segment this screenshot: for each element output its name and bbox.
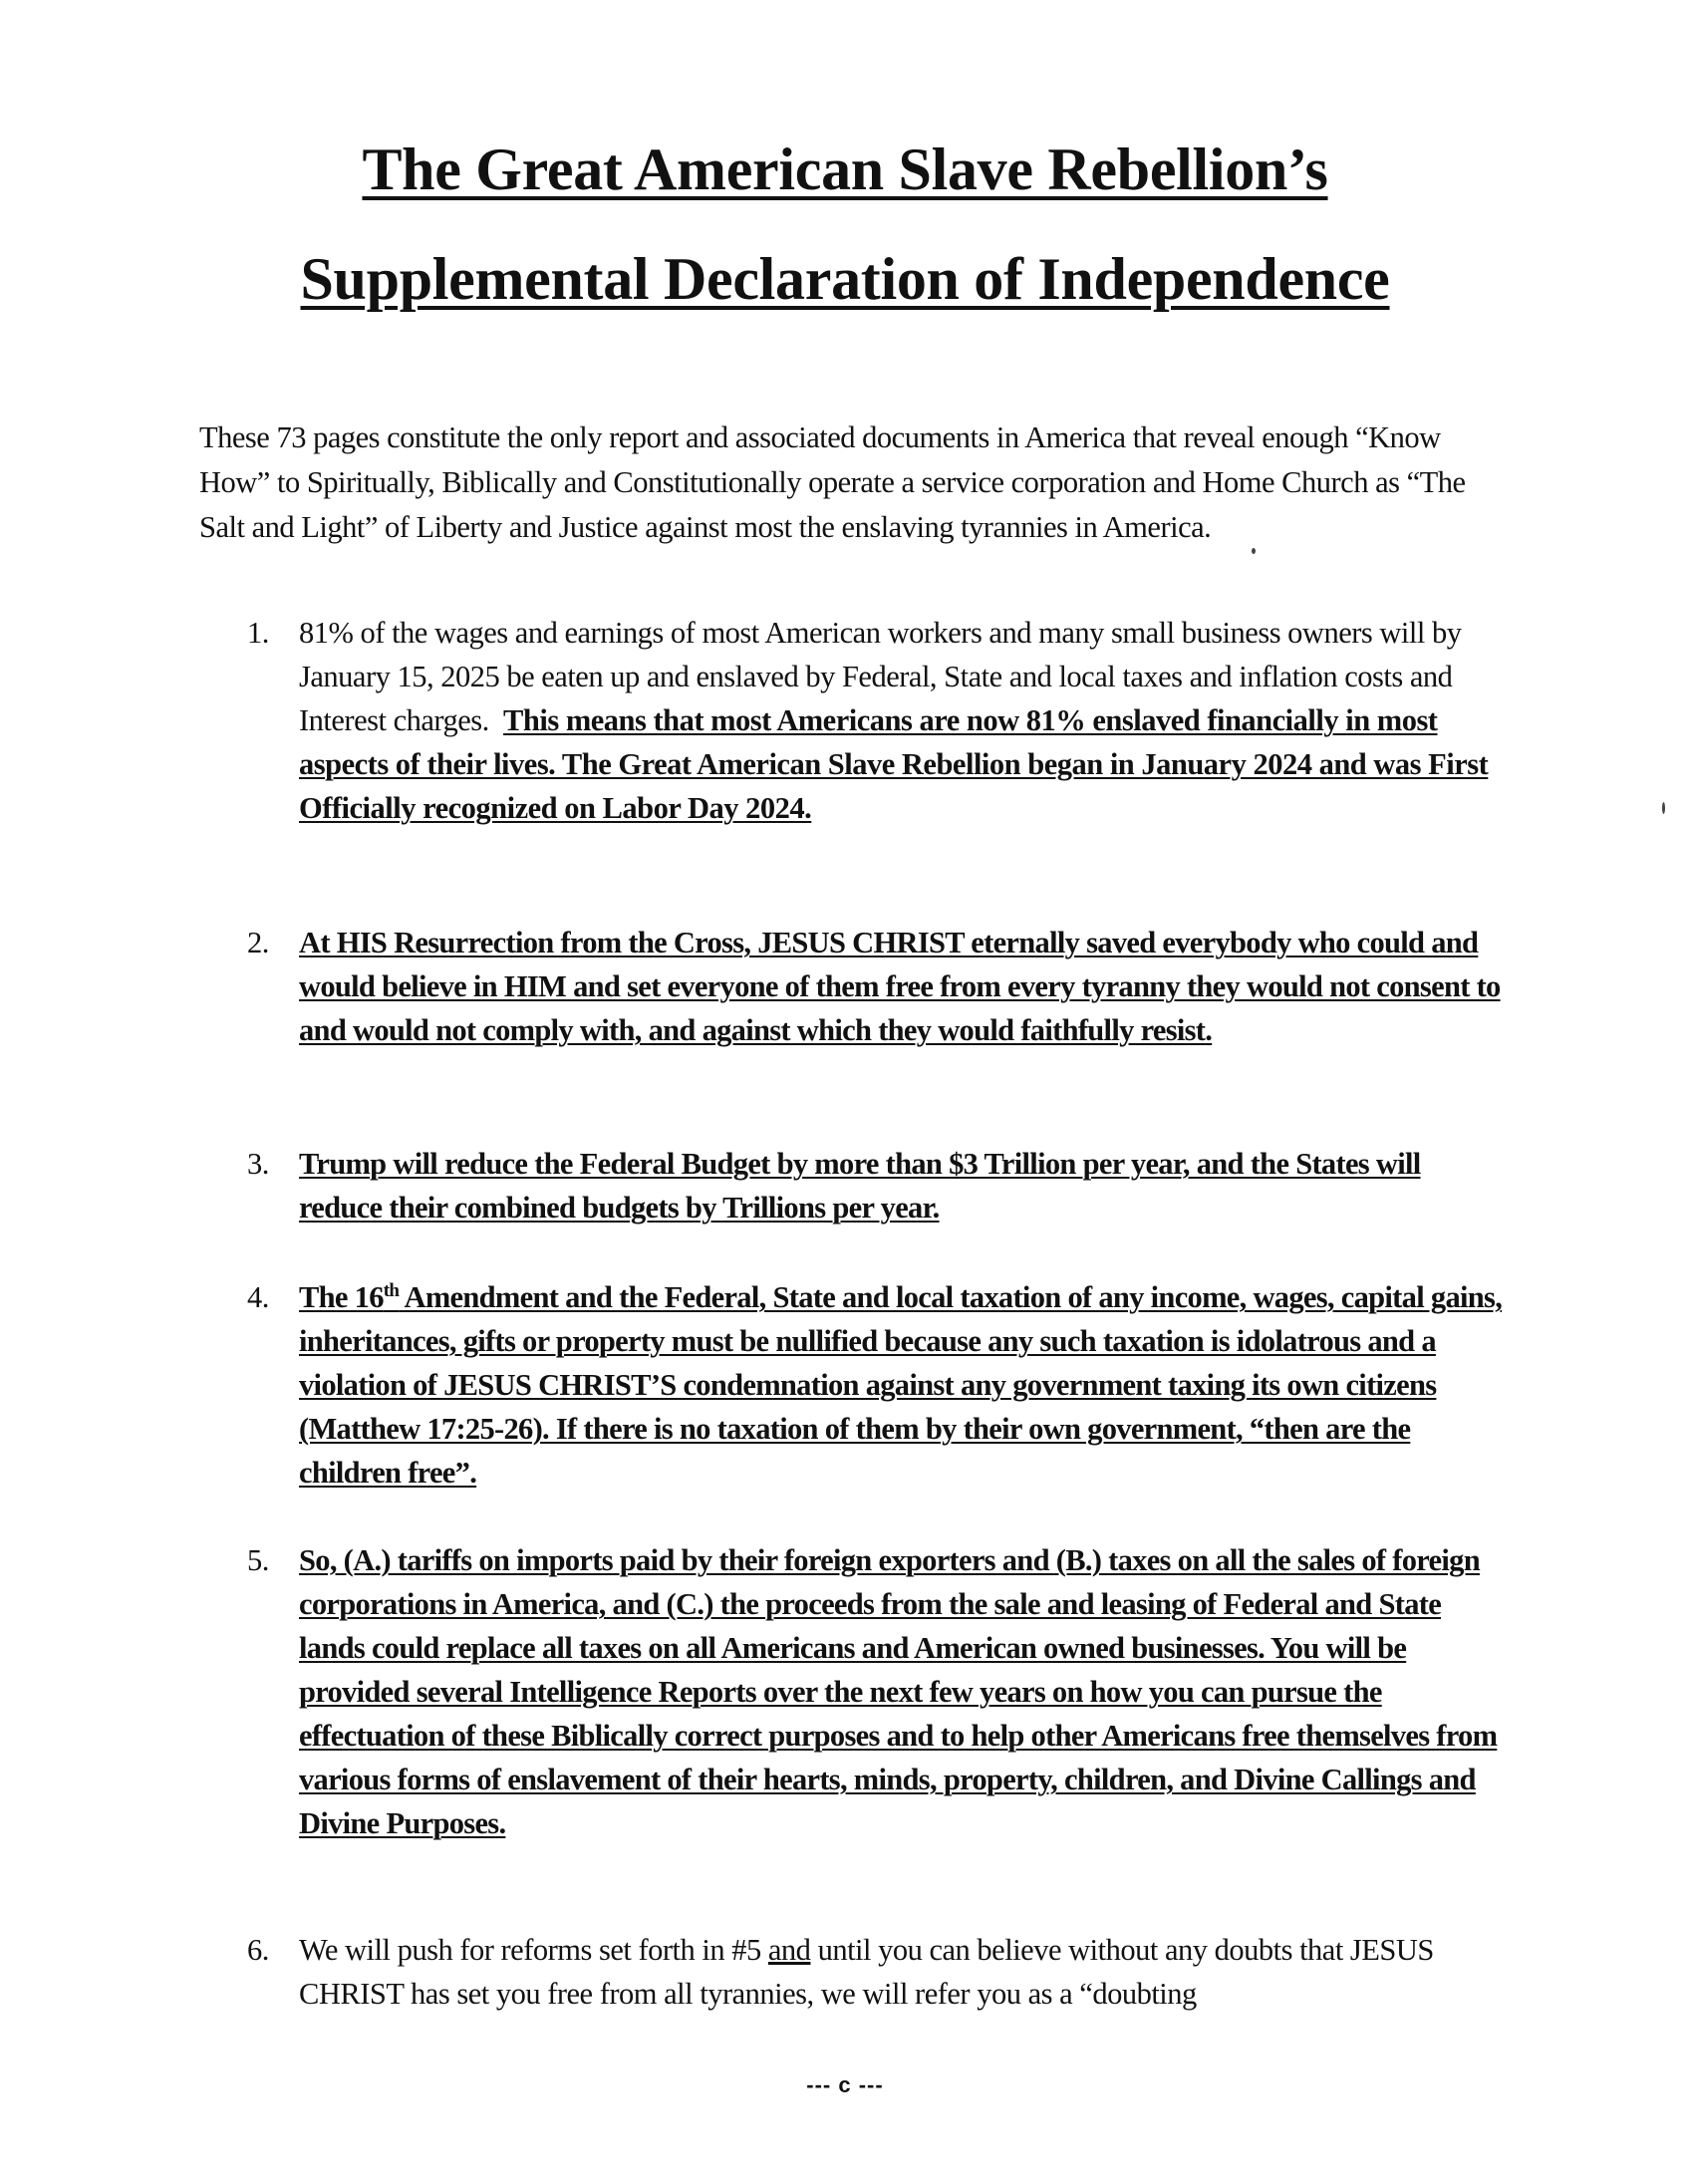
scan-speck: [1662, 802, 1665, 814]
document-title-line-2: Supplemental Declaration of Independence: [300, 246, 1390, 312]
item-plain-text-a: We will push for reforms set forth in #5: [299, 1933, 768, 1967]
ordinal-suffix: th: [383, 1279, 400, 1301]
list-number: 6.: [247, 1933, 269, 1967]
item-emphasis-text: Trump will reduce the Federal Budget by more than $3 Trillion per year, and the States will reduce their combined budgets by Trillions per year.: [299, 1147, 1421, 1225]
list-item-2: [247, 921, 1503, 1052]
list-item-text: [299, 611, 1503, 830]
list-item-6: [247, 1928, 1503, 2016]
list-item-3: [247, 1142, 1503, 1229]
intro-paragraph: These 73 pages constitute the only report and associated documents in America that reveal enough “Know How” to Spiritually, Biblically and Constitutionally operate a service corporation and Home Church as “The Salt and Light” of Liberty and Justice against most the enslaving tyrannies in America.: [199, 420, 1466, 544]
list-item-4: [247, 1275, 1503, 1495]
item-plain-text-b: until you can believe without any doubts that JESUS CHRIST has set you free from all tyrannies, we will refer you as a “doubting: [299, 1933, 1434, 2011]
item-plain-text: 81% of the wages and earnings of most American workers and many small business owners will by January 15, 2025 be eaten up and enslaved by Federal, State and local taxes and inflation costs and Interest charges.: [299, 616, 1462, 737]
list-number: 3.: [247, 1147, 269, 1181]
item-emphasis-text-b: Amendment and the Federal, State and local taxation of any income, wages, capital gains, inheritances, gifts or property must be nullified because any such taxation is idolatrous and a violation of JESUS CHRIST’S condemnation against any government taxing its own citizens (Matthew 17:25-26). If there is no taxation of them by their own government, “then are the children free”.: [299, 1280, 1503, 1490]
list-number: 4.: [247, 1280, 269, 1314]
item-emphasis-text: This means that most Americans are now 81% enslaved financially in most aspects of their lives. The Great American Slave Rebellion began in January 2024 and was First Officially recognized on Labor Day 2024.: [299, 703, 1489, 825]
list-number: 5.: [247, 1543, 269, 1577]
page-footer-marker: --- c ---: [806, 2072, 884, 2097]
item-emphasis-text-a: The 16: [299, 1280, 384, 1314]
scan-speck: [1252, 548, 1256, 554]
list-item-text: [299, 1275, 1503, 1495]
list-item-1: [247, 611, 1503, 830]
list-number: 1.: [247, 616, 269, 650]
document-title-line-1: The Great American Slave Rebellion’s: [362, 136, 1328, 202]
item-underlined-word: and: [767, 1933, 811, 1967]
list-item-5: [247, 1538, 1503, 1845]
list-number: 2.: [247, 926, 269, 959]
list-item-text: [299, 1928, 1503, 2016]
item-emphasis-text: At HIS Resurrection from the Cross, JESUS CHRIST eternally saved everybody who could and would believe in HIM and set everyone of them free from every tyranny they would not consent to and would not comply with, and against which they would faithfully resist.: [299, 926, 1501, 1047]
item-emphasis-text: So, (A.) tariffs on imports paid by their foreign exporters and (B.) taxes on all the sales of foreign corporations in America, and (C.) the proceeds from the sale and leasing of Federal and State lands could replace all taxes on all Americans and American owned businesses. You will be provided several Intelligence Reports over the next few years on how you can pursue the effectuation of these Biblically correct purposes and to help other Americans free themselves from various forms of enslavement of their hearts, minds, property, children, and Divine Callings and Divine Purposes.: [299, 1543, 1498, 1840]
